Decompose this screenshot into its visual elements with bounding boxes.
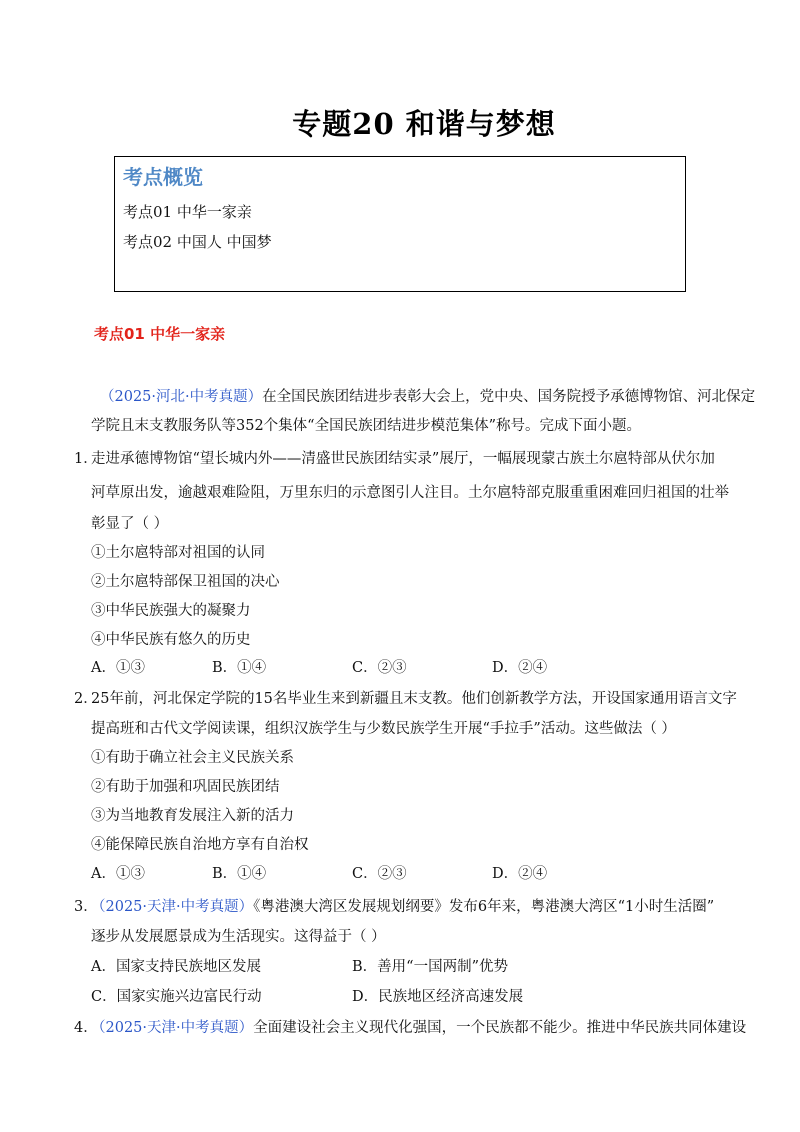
answer-option[interactable]: B．①④ (212, 660, 267, 676)
overview-heading: 考点概览 (123, 165, 203, 189)
statement: ①土尔扈特部对祖国的认同 (91, 545, 265, 561)
page-title: 专题20 和谐与梦想 (292, 107, 556, 141)
statement: ④中华民族有悠久的历史 (91, 632, 251, 648)
overview-box (114, 156, 686, 292)
intro-line: 学院且末支教服务队等352个集体“全国民族团结进步模范集体”称号。完成下面小题。 (91, 418, 641, 434)
answer-option[interactable]: A．①③ (91, 660, 145, 676)
question-text: 《粤港澳大湾区发展规划纲要》发布6年来，粤港澳大湾区“1小时生活圈” (253, 899, 715, 915)
question-number: 3． (74, 899, 98, 915)
answer-option[interactable]: C．国家实施兴边富民行动 (91, 989, 262, 1005)
question-line: 逐步从发展愿景成为生活现实。这得益于（ ） (91, 929, 386, 945)
overview-item: 考点02 中国人 中国梦 (123, 233, 272, 251)
answer-option[interactable]: C．②③ (352, 866, 407, 882)
statement: ③为当地教育发展注入新的活力 (91, 808, 294, 824)
answer-option[interactable]: A．①③ (91, 866, 145, 882)
question-number: 2． (74, 691, 98, 707)
statement: ④能保障民族自治地方享有自治权 (91, 837, 309, 853)
question-line (91, 1016, 746, 1037)
source-tag: （2025·天津·中考真题） (91, 1020, 254, 1036)
statement: ①有助于确立社会主义民族关系 (91, 750, 294, 766)
question-line (91, 895, 714, 916)
question-line: 走进承德博物馆“望长城内外——清盛世民族团结实录”展厅，一幅展现蒙古族土尔扈特部从伏尔加 (91, 451, 715, 467)
intro-text: 在全国民族团结进步表彰大会上，党中央、国务院授予承德博物馆、河北保定 (262, 389, 756, 405)
question-line: 25年前，河北保定学院的15名毕业生来到新疆且末支教。他们创新教学方法，开设国家通用语言文字 (91, 691, 737, 707)
statement: ②土尔扈特部保卫祖国的决心 (91, 574, 280, 590)
answer-option[interactable]: C．②③ (352, 660, 407, 676)
question-number: 4． (74, 1020, 98, 1036)
answer-option[interactable]: D．②④ (492, 866, 548, 882)
question-number: 1． (74, 451, 98, 467)
answer-option[interactable]: B．善用“一国两制”优势 (352, 959, 508, 975)
answer-option[interactable]: D．②④ (492, 660, 548, 676)
source-tag: （2025·天津·中考真题） (91, 899, 254, 915)
answer-option[interactable]: D．民族地区经济高速发展 (352, 989, 524, 1005)
answer-option[interactable]: B．①④ (212, 866, 267, 882)
statement: ③中华民族强大的凝聚力 (91, 603, 251, 619)
answer-option[interactable]: A．国家支持民族地区发展 (91, 959, 261, 975)
question-line: 提高班和古代文学阅读课，组织汉族学生与少数民族学生开展“手拉手”活动。这些做法（ ） (91, 721, 676, 737)
source-tag: （2025·河北·中考真题） (100, 389, 263, 405)
question-line: 河草原出发，逾越艰难险阻，万里东归的示意图引人注目。土尔扈特部克服重重困难回归祖国的壮举 (91, 485, 729, 501)
question-line: 彰显了（ ） (91, 516, 169, 532)
intro-line (100, 385, 755, 406)
overview-item: 考点01 中华一家亲 (123, 203, 252, 221)
section-heading: 考点01 中华一家亲 (94, 325, 226, 343)
question-text: 全面建设社会主义现代化强国，一个民族都不能少。推进中华民族共同体建设 (253, 1020, 747, 1036)
statement: ②有助于加强和巩固民族团结 (91, 779, 280, 795)
